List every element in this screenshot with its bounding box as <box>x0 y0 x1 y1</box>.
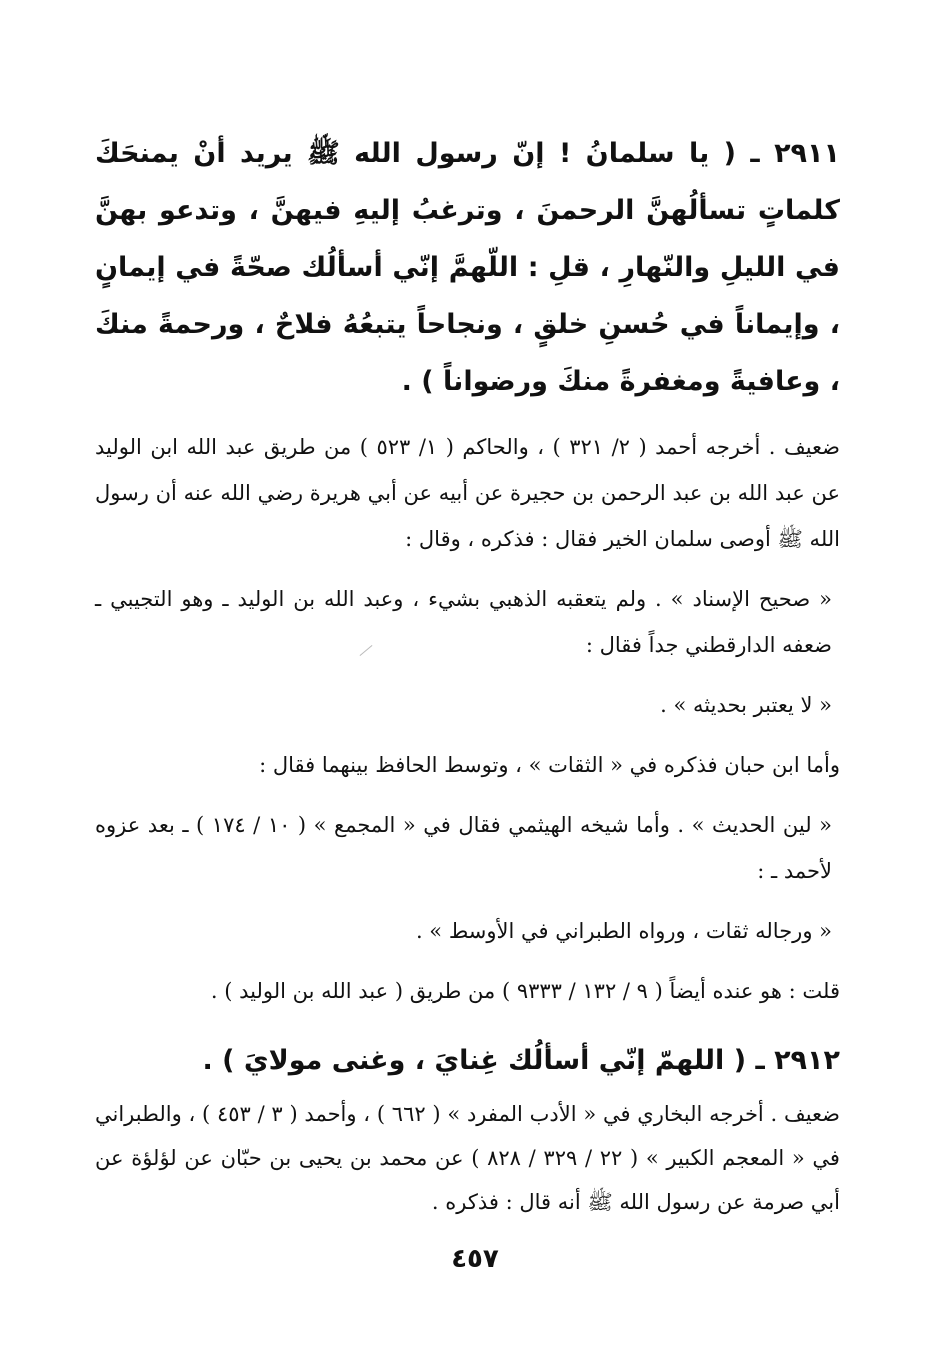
commentary-2911-paragraph-1: ضعيف . أخرجه أحمد ( ٢/ ٣٢١ ) ، والحاكم ( ١/ ٥٢٣ ) من طريق عبد الله ابن الوليد عن عبد الله بن عبد الرحمن بن حجيرة عن أبيه عن أبي هريرة رضي الله عنه أن رسول الله ﷺ أوصى سلمان الخير فقال : فذكره ، وقال : <box>95 435 841 551</box>
hadith-2911-text: ٢٩١١ ـ ( يا سلمانُ ! إنّ رسول الله ﷺ يريد أنْ يمنحَكَ كلماتٍ تسألُهنَّ الرحمنَ ، وترغبُ إليهِ فيهنَّ ، وتدعو بهنَّ في الليلِ والنّهارِ ، قلِ : اللّهمَّ إنّي أسألُك صحّةً في إيمانٍ ، وإيماناً في حُسنِ خلقٍ ، ونجاحاً يتبعُهُ فلاحٌ ، ورحمةً منكَ ، وعافيةً ومغفرةً منكَ ورضواناً ) . <box>95 138 840 397</box>
commentary-2911-paragraph-3: « لا يعتبر بحديثه » . <box>660 693 832 717</box>
hadith-2912-text: ٢٩١٢ ـ ( اللهمّ إنّي أسألُك غِنايَ ، وغنى مولايَ ) . <box>202 1045 840 1076</box>
commentary-2911-paragraph-5: « لين الحديث » . وأما شيخه الهيثمي فقال في « المجمع » ( ١٠ / ١٧٤ ) ـ بعد عزوه لأحمد ـ : <box>95 813 832 883</box>
page-body <box>95 125 840 1224</box>
commentary-2911-paragraph-6: « ورجاله ثقات ، ورواه الطبراني في الأوسط » . <box>415 919 832 943</box>
commentary-2911-paragraph-7: قلت : هو عنده أيضاً ( ٩ / ١٣٢ / ٩٣٣٣ ) من طريق ( عبد الله بن الوليد ) . <box>210 979 840 1003</box>
commentary-2911-paragraph-2: « صحيح الإسناد » . ولم يتعقبه الذهبي بشيء ، وعبد الله بن الوليد ـ وهو التجيبي ـ ضعفه الدارقطني جداً فقال : <box>95 587 832 657</box>
commentary-2911-paragraph-4: وأما ابن حبان فذكره في « الثقات » ، وتوسط الحافظ بينهما فقال : <box>259 753 840 777</box>
commentary-2912-paragraph-1: ضعيف . أخرجه البخاري في « الأدب المفرد » ( ٦٦٢ ) ، وأحمد ( ٣ / ٤٥٣ ) ، والطبراني في « المعجم الكبير » ( ٢٢ / ٣٢٩ / ٨٢٨ ) عن محمد بن يحيى بن حبّان عن لؤلؤة عن أبي صرمة عن رسول الله ﷺ أنه قال : فذكره . <box>95 1102 840 1214</box>
page-number: ٤٥٧ <box>451 1244 499 1274</box>
